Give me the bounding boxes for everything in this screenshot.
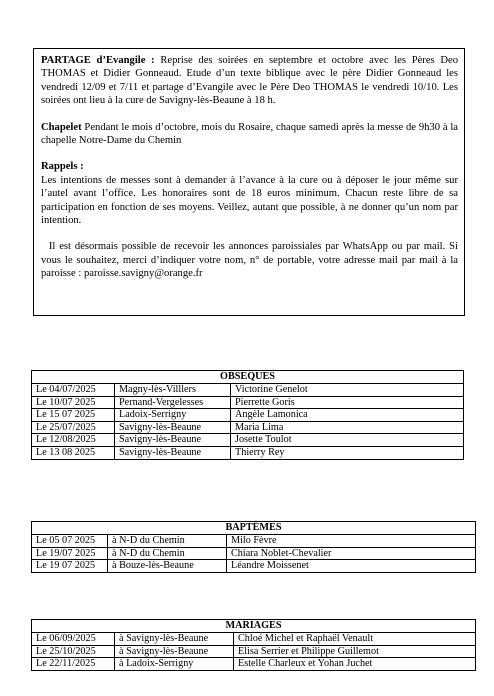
name-cell: Léandre Moissenet xyxy=(227,560,476,573)
table-row xyxy=(32,645,476,658)
name-cell: Milo Fèvre xyxy=(227,535,476,548)
date-cell: Le 25/07/2025 xyxy=(32,421,115,434)
date-cell: Le 06/09/2025 xyxy=(32,633,115,646)
date-cell: Le 05 07 2025 xyxy=(32,535,108,548)
place-cell: à Bouze-lès-Beaune xyxy=(108,560,227,573)
chapelet-text: Pendant le mois d’octobre, mois du Rosaire, chaque samedi après la messe de 9h30 à la chapelle Notre-Dame du Chemin xyxy=(41,121,458,147)
table-row xyxy=(32,633,476,646)
place-cell: à Savigny-lès-Beaune xyxy=(115,645,234,658)
table-row xyxy=(32,535,476,548)
date-cell: Le 12/08/2025 xyxy=(32,434,115,447)
name-cell: Maria Lima xyxy=(231,421,464,434)
baptemes-title: BAPTÊMES xyxy=(32,522,476,535)
table-row xyxy=(32,446,464,459)
rappels-text: Les intentions de messes sont à demander à l’avance à la cure ou à déposer le jour même sur l’autel avant l’office. Les honoraires sont de 18 euros minimum. Chacun reste libre de sa participation en fonction de ses moyens. Veillez, autant que possible, à ne donner qu’un nom par intention. xyxy=(41,174,458,227)
rappels-paragraph xyxy=(41,160,458,227)
partage-paragraph xyxy=(41,54,458,108)
chapelet-title: Chapelet xyxy=(41,121,82,133)
obseques-title: OBSEQUES xyxy=(32,371,464,384)
partage-text: Reprise des soirées en septembre et octobre avec les Pères Deo THOMAS et Didier Gonneaud. Etude d’un texte biblique avec le père Didier Gonneaud les vendredi 12/09 et 7/11 et partage d’Evangile avec le Père Deo THOMAS le vendredi 10/10. Les soirées ont lieu à la cure de Savigny-lès-Beaune à 18 h. xyxy=(41,55,458,107)
baptemes-table xyxy=(31,521,476,573)
date-cell: Le 10/07 2025 xyxy=(32,396,115,409)
place-cell: Pernand-Vergelesses xyxy=(115,396,231,409)
table-row xyxy=(32,409,464,422)
name-cell: Estelle Charleux et Yohan Juchet xyxy=(234,658,476,671)
name-cell: Josette Toulot xyxy=(231,434,464,447)
table-row xyxy=(32,547,476,560)
name-cell: Chiara Noblet-Chevalier xyxy=(227,547,476,560)
partage-title: PARTAGE d’Evangile : xyxy=(41,55,155,66)
place-cell: Savigny-lès-Beaune xyxy=(115,446,231,459)
whatsapp-text: Il est désormais possible de recevoir les annonces paroissiales par WhatsApp ou par mail. Si vous le souhaitez, merci d’indiquer votre nom, n° de portable, votre adresse mail par mail à la paroisse : paroisse.savigny@orange.fr xyxy=(41,241,458,280)
name-cell: Chloé Michel et Raphaël Venault xyxy=(234,633,476,646)
table-row xyxy=(32,396,464,409)
place-cell: à Savigny-lès-Beaune xyxy=(115,633,234,646)
place-cell: Savigny-lès-Beaune xyxy=(115,421,231,434)
name-cell: Angèle Lamonica xyxy=(231,409,464,422)
date-cell: Le 15 07 2025 xyxy=(32,409,115,422)
place-cell: Magny-lès-Villlers xyxy=(115,384,231,397)
table-row xyxy=(32,421,464,434)
name-cell: Victorine Genelot xyxy=(231,384,464,397)
place-cell: à Ladoix-Serrigny xyxy=(115,658,234,671)
date-cell: Le 04/07/2025 xyxy=(32,384,115,397)
place-cell: à N-D du Chemin xyxy=(108,535,227,548)
date-cell: Le 13 08 2025 xyxy=(32,446,115,459)
table-row xyxy=(32,434,464,447)
announcements-box xyxy=(33,48,465,316)
date-cell: Le 22/11/2025 xyxy=(32,658,115,671)
rappels-title: Rappels : xyxy=(41,161,84,173)
mariages-table xyxy=(31,619,476,671)
date-cell: Le 19/07 2025 xyxy=(32,547,108,560)
name-cell: Pierrette Goris xyxy=(231,396,464,409)
name-cell: Thierry Rey xyxy=(231,446,464,459)
obseques-table xyxy=(31,370,464,460)
table-row xyxy=(32,560,476,573)
date-cell: Le 19 07 2025 xyxy=(32,560,108,573)
mariages-title: MARIAGES xyxy=(32,620,476,633)
table-row xyxy=(32,658,476,671)
date-cell: Le 25/10/2025 xyxy=(32,645,115,658)
chapelet-paragraph xyxy=(41,121,458,148)
whatsapp-paragraph xyxy=(41,240,458,280)
name-cell: Elisa Serrier et Philippe Guillemot xyxy=(234,645,476,658)
place-cell: Ladoix-Serrigny xyxy=(115,409,231,422)
table-row xyxy=(32,384,464,397)
place-cell: à N-D du Chemin xyxy=(108,547,227,560)
place-cell: Savigny-lès-Beaune xyxy=(115,434,231,447)
